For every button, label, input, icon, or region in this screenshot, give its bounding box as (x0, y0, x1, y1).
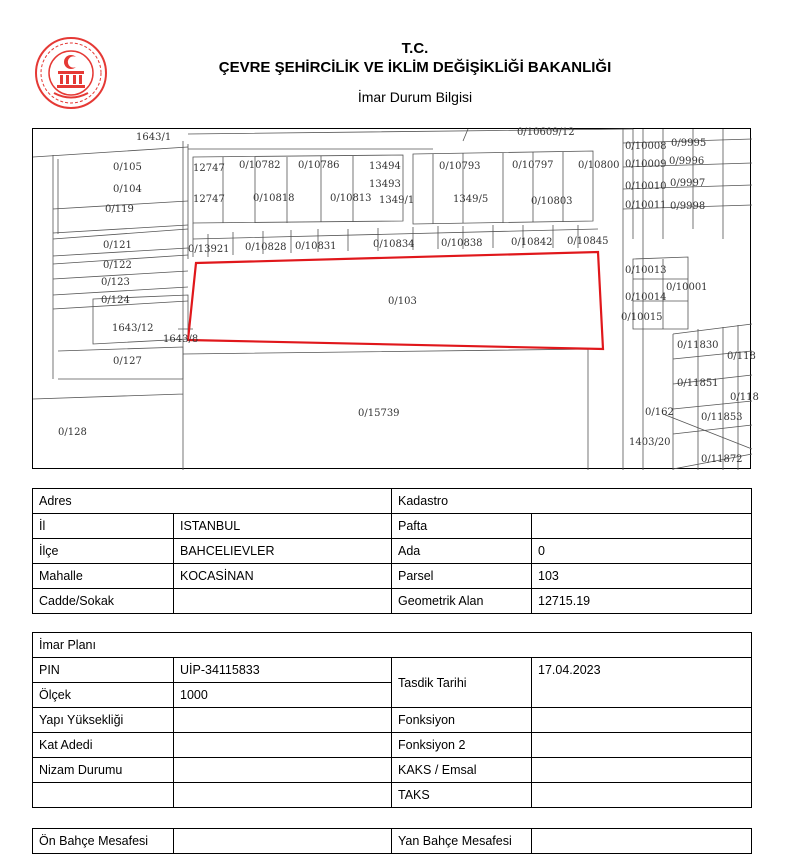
row-value: KOCASİNAN (174, 564, 392, 589)
zoning-plan-table (32, 632, 752, 808)
approval-date-value: 17.04.2023 (532, 658, 752, 708)
map-parcel-label: 0/10797 (512, 160, 554, 171)
map-parcel-label: 0/10793 (439, 161, 481, 172)
map-parcel-label: 1643/12 (112, 323, 154, 334)
row-label: Ön Bahçe Mesafesi (33, 829, 174, 854)
map-parcel-label: 13494 (369, 161, 401, 172)
map-parcel-label: 0/9998 (670, 201, 706, 212)
row-label: Parsel (392, 564, 532, 589)
map-parcel-label: 0/15739 (358, 408, 400, 419)
row-label: İl (33, 514, 174, 539)
map-parcel-label: 12747 (193, 163, 225, 174)
map-parcel-label: 1403/20 (629, 437, 671, 448)
map-parcel-label: 0/9996 (669, 156, 705, 167)
row-label: TAKS (392, 783, 532, 808)
address-cadastre-table (32, 488, 752, 614)
map-parcel-label: 0/103 (388, 296, 417, 307)
map-parcel-label: 0/118 (727, 351, 756, 362)
map-parcel-label: 0/105 (113, 162, 142, 173)
row-value (174, 829, 392, 854)
row-value: 103 (532, 564, 752, 589)
map-parcel-label: 1349/1 (379, 195, 415, 206)
table-row (33, 633, 752, 658)
row-value: ISTANBUL (174, 514, 392, 539)
row-value: BAHCELIEVLER (174, 539, 392, 564)
map-parcel-label: 0/10803 (531, 196, 573, 207)
row-label: Yan Bahçe Mesafesi (392, 829, 532, 854)
map-parcel-label: 0/9995 (671, 138, 707, 149)
address-header: Adres (33, 489, 392, 514)
empty-cell (33, 783, 174, 808)
map-parcel-label: 0/11872 (701, 454, 743, 465)
map-parcel-label: 0/11853 (701, 412, 743, 423)
map-parcel-label: 0/128 (58, 427, 87, 438)
row-value (174, 758, 392, 783)
map-parcel-label: 0/124 (101, 295, 130, 306)
table-row (33, 733, 752, 758)
map-parcel-label: 0/10010 (625, 181, 667, 192)
table-row (33, 783, 752, 808)
map-parcel-label: 0/10786 (298, 160, 340, 171)
map-parcel-label: 0/10834 (373, 239, 415, 250)
table-row (33, 514, 752, 539)
zoning-plan-header: İmar Planı (33, 633, 752, 658)
row-value (532, 733, 752, 758)
cadastral-map (32, 127, 759, 469)
map-parcel-label: 0/10813 (330, 193, 372, 204)
row-label: Fonksiyon (392, 708, 532, 733)
row-label: Tasdik Tarihi (392, 658, 532, 708)
map-parcel-label: 0/11851 (677, 378, 719, 389)
row-label: Cadde/Sokak (33, 589, 174, 614)
row-value (532, 708, 752, 733)
map-parcel-label: 0/11830 (677, 340, 719, 351)
map-parcel-label: 0/10011 (625, 200, 667, 211)
map-parcel-label: 0/9997 (670, 178, 706, 189)
row-value (532, 829, 752, 854)
row-label: KAKS / Emsal (392, 758, 532, 783)
map-parcel-label: 12747 (193, 194, 225, 205)
map-parcel-label: 0/122 (103, 260, 132, 271)
table-row (33, 539, 752, 564)
map-parcel-label: 1643/1 (136, 132, 172, 143)
map-parcel-label: 0/10828 (245, 242, 287, 253)
document-title: İmar Durum Bilgisi (357, 89, 473, 105)
map-parcel-label: 1643/8 (163, 334, 199, 345)
map-parcel-label: 0/119 (105, 204, 134, 215)
row-label: Pafta (392, 514, 532, 539)
map-parcel-label: 0/10609/12 (517, 127, 575, 138)
map-parcel-label: 0/127 (113, 356, 142, 367)
table-row (33, 564, 752, 589)
row-value (532, 783, 752, 808)
table-row (33, 589, 752, 614)
map-parcel-label: 0/10831 (295, 241, 337, 252)
table-row (33, 758, 752, 783)
row-label: Ada (392, 539, 532, 564)
row-label: Mahalle (33, 564, 174, 589)
map-parcel-label: 13493 (369, 179, 401, 190)
map-parcel-label: 0/121 (103, 240, 132, 251)
map-parcel-label: 0/10009 (625, 159, 667, 170)
map-parcel-label: 1349/5 (453, 194, 489, 205)
row-value (174, 708, 392, 733)
row-value (174, 589, 392, 614)
map-parcel-label: 0/10842 (511, 237, 553, 248)
row-value: 0 (532, 539, 752, 564)
cadastre-header: Kadastro (392, 489, 752, 514)
scale-value: 1000 (174, 683, 392, 708)
map-parcel-label: 0/10845 (567, 236, 609, 247)
cadastral-map-drawing (33, 127, 759, 470)
row-value: 12715.19 (532, 589, 752, 614)
row-value (532, 758, 752, 783)
map-parcel-label: 0/162 (645, 407, 674, 418)
table-row (33, 658, 752, 683)
map-parcel-label: 0/10008 (625, 141, 667, 152)
row-label: PIN (33, 658, 174, 683)
row-label: Ölçek (33, 683, 174, 708)
map-parcel-label: 0/13921 (188, 244, 230, 255)
header-ministry-name: ÇEVRE ŞEHİRCİLİK VE İKLİM DEĞİŞİKLİĞİ BAKANLIĞI (218, 59, 612, 76)
row-label: Nizam Durumu (33, 758, 174, 783)
row-label: Yapı Yüksekliği (33, 708, 174, 733)
row-value (532, 514, 752, 539)
map-parcel-label: 0/10782 (239, 160, 281, 171)
map-parcel-label: 0/118 (730, 392, 759, 403)
header-tc: T.C. (401, 40, 429, 57)
row-value (174, 733, 392, 758)
map-parcel-label: 0/123 (101, 277, 130, 288)
pin-value: UİP-34115833 (174, 658, 392, 683)
row-label: Fonksiyon 2 (392, 733, 532, 758)
map-parcel-label: 0/10001 (666, 282, 708, 293)
map-parcel-label: 0/104 (113, 184, 142, 195)
row-label: İlçe (33, 539, 174, 564)
setback-table (32, 828, 752, 854)
table-row (33, 489, 752, 514)
row-label: Geometrik Alan (392, 589, 532, 614)
empty-cell (174, 783, 392, 808)
map-parcel-label: 0/10818 (253, 193, 295, 204)
table-row (33, 829, 752, 854)
table-row (33, 708, 752, 733)
row-label: Kat Adedi (33, 733, 174, 758)
map-parcel-label: 0/10013 (625, 265, 667, 276)
map-parcel-label: 0/10014 (625, 292, 667, 303)
map-parcel-label: 0/10015 (621, 312, 663, 323)
map-parcel-label: 0/10800 (578, 160, 620, 171)
map-parcel-label: 0/10838 (441, 238, 483, 249)
